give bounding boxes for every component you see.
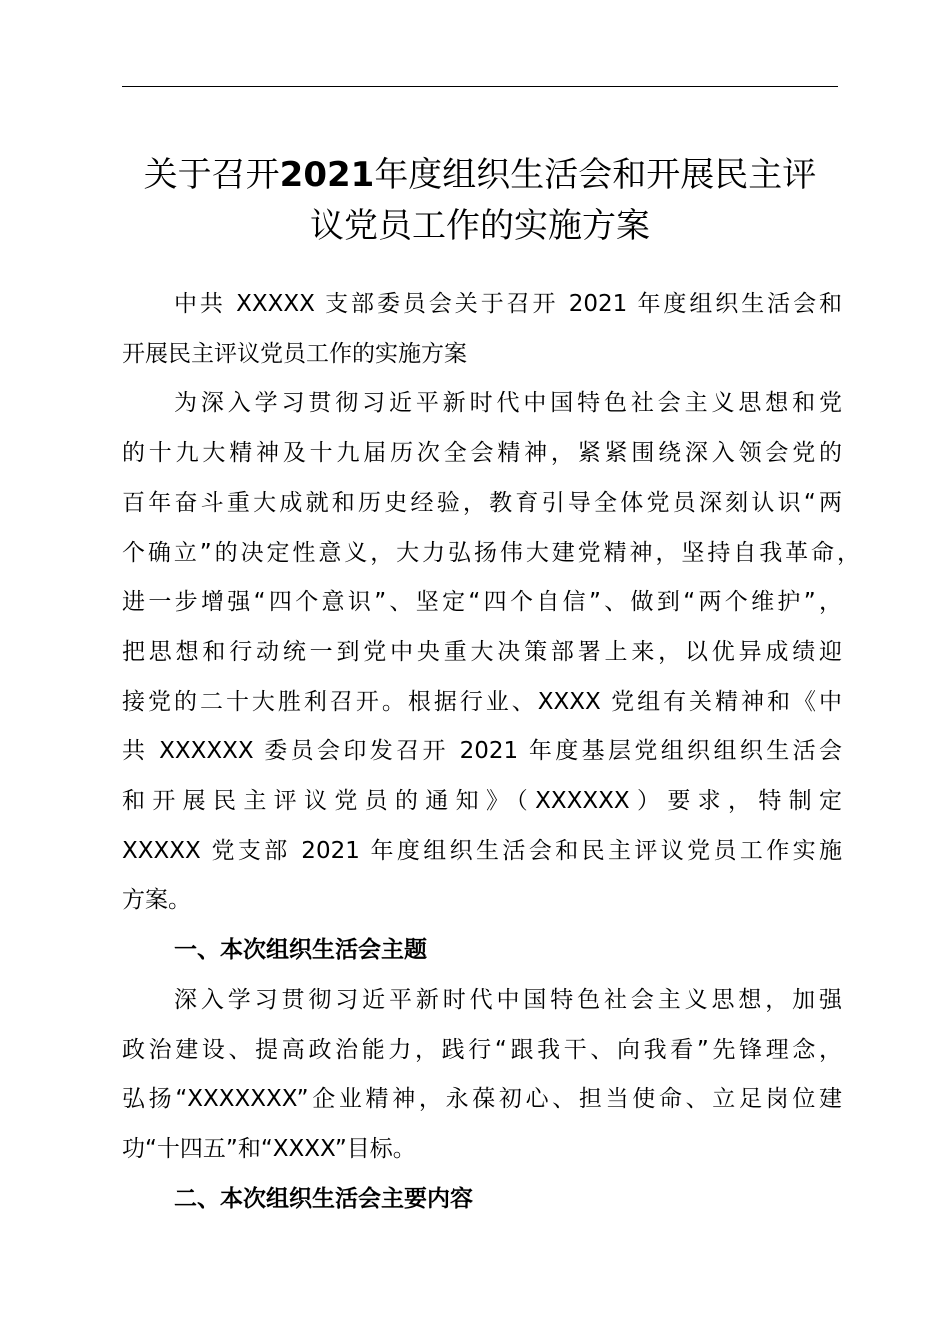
paragraph-introduction xyxy=(122,379,860,926)
paragraph-subtitle xyxy=(122,280,842,379)
paragraph-theme xyxy=(122,976,842,1175)
text-line: 接党的二十大胜利召开。根据行业、XXXX 党组有关精神和《中 xyxy=(122,688,842,715)
text-line: 和开展民主评议党员的通知》（XXXXXX）要求，特制定 xyxy=(122,788,842,815)
section-heading-theme xyxy=(122,926,842,976)
document-title xyxy=(100,150,860,252)
text-line: 开展民主评议党员工作的实施方案 xyxy=(122,340,467,367)
text-line: 百年奋斗重大成就和历史经验，教育引导全体党员深刻认识“两 xyxy=(122,489,842,516)
text-line: 把思想和行动统一到党中央重大决策部署上来，以优异成绩迎 xyxy=(122,638,842,665)
text-line: 方案。 xyxy=(122,887,191,914)
heading-text: 二、本次组织生活会主要内容 xyxy=(174,1185,473,1212)
text-line: 为深入学习贯彻习近平新时代中国特色社会主义思想和党 xyxy=(174,390,842,417)
text-line: 弘扬“XXXXXXX”企业精神，永葆初心、担当使命、立足岗位建 xyxy=(122,1086,842,1113)
text-line: 政治建设、提高政治能力，践行“跟我干、向我看”先锋理念， xyxy=(122,1036,842,1063)
header-rule xyxy=(122,86,838,87)
section-heading-content xyxy=(122,1175,842,1225)
text-line: 进一步增强“四个意识”、坚定“四个自信”、做到“两个维护”， xyxy=(122,589,842,616)
text-line: 个确立”的决定性意义，大力弘扬伟大建党精神，坚持自我革命， xyxy=(122,539,860,566)
text-line: 共 XXXXXX 委员会印发召开 2021 年度基层党组织组织生活会 xyxy=(122,738,842,765)
title-text-start: 关于召开 xyxy=(143,155,280,195)
title-line-1 xyxy=(100,150,860,201)
text-line: 中共 XXXXX 支部委员会关于召开 2021 年度组织生活会和 xyxy=(174,291,842,317)
heading-text: 一、本次组织生活会主题 xyxy=(174,937,427,964)
title-year: 2021 xyxy=(279,155,375,195)
title-line-2: 议党员工作的实施方案 xyxy=(310,206,650,246)
document-body xyxy=(122,280,860,1224)
text-line: XXXXX 党支部 2021 年度组织生活会和民主评议党员工作实施 xyxy=(122,837,842,864)
text-line: 深入学习贯彻习近平新时代中国特色社会主义思想，加强 xyxy=(174,986,842,1013)
text-line: 的十九大精神及十九届历次全会精神，紧紧围绕深入领会党的 xyxy=(122,440,842,467)
text-line: 功“十四五”和“XXXX”目标。 xyxy=(122,1135,416,1162)
title-text-end: 年度组织生活会和开展民主评 xyxy=(374,155,817,195)
